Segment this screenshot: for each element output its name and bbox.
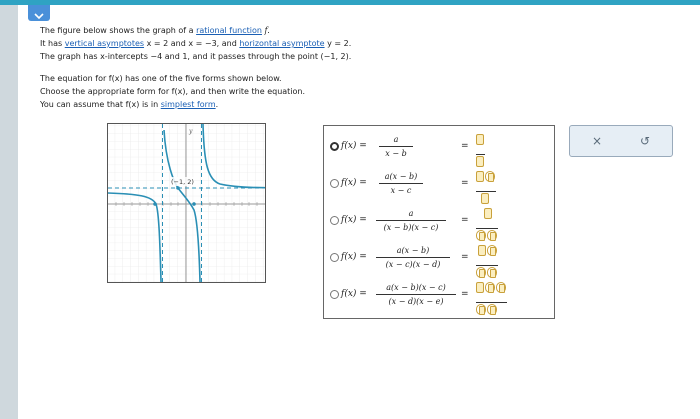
answer-input-3[interactable] [476, 208, 498, 249]
x-intercept-left [153, 202, 157, 206]
instructions-line-1: The equation for f(x) has one of the five forms shown below. [40, 74, 282, 83]
action-button-group [569, 125, 673, 157]
link-horizontal-asymptote[interactable]: horizontal asymptote [239, 39, 325, 48]
equals-sign: = [461, 141, 469, 151]
chevron-down-icon [34, 13, 44, 20]
option-fraction: a(x − b) x − c [379, 171, 423, 196]
y-axis-label: y [189, 128, 193, 135]
graph-svg [108, 124, 265, 282]
answer-input-5[interactable] [476, 282, 507, 323]
option-lhs: f(x) = [341, 252, 367, 262]
option-lhs: f(x) = [341, 141, 367, 151]
intro-line-2: It has vertical asymptotes x = 2 and x = −3, and horizontal asymptote y = 2. [40, 39, 352, 48]
option-fraction: a(x − b)(x − c) (x − d)(x − e) [376, 282, 456, 307]
clear-button[interactable]: × [592, 134, 603, 148]
link-vertical-asymptotes[interactable]: vertical asymptotes [64, 39, 145, 48]
point-minus1-2 [176, 186, 180, 190]
option-row-3[interactable] [330, 208, 552, 238]
function-graph [107, 123, 266, 283]
answer-input-2[interactable] [476, 171, 496, 212]
option-fraction: a x − b [379, 134, 413, 159]
option-row-1[interactable] [330, 134, 552, 164]
option-row-2[interactable] [330, 171, 552, 201]
option-row-4[interactable] [330, 245, 552, 275]
instructions-line-2: Choose the appropriate form for f(x), and then write the equation. [40, 87, 306, 96]
intro-line-1: The figure below shows the graph of a rational function f. [40, 26, 270, 35]
equals-sign: = [461, 289, 469, 299]
option-radio-1[interactable] [330, 142, 339, 151]
option-lhs: f(x) = [341, 215, 367, 225]
equals-sign: = [461, 252, 469, 262]
option-lhs: f(x) = [341, 289, 367, 299]
top-accent-bar [0, 0, 700, 5]
option-row-5[interactable] [330, 282, 552, 312]
answer-form-panel [323, 125, 555, 319]
option-radio-5[interactable] [330, 290, 339, 299]
intro-line-3: The graph has x-intercepts −4 and 1, and it passes through the point (−1, 2). [40, 52, 352, 61]
answer-input-1[interactable] [476, 134, 485, 175]
undo-button[interactable]: ↺ [640, 134, 651, 148]
option-fraction: a(x − b) (x − c)(x − d) [376, 245, 450, 270]
link-simplest-form[interactable]: simplest form [160, 100, 216, 109]
equals-sign: = [461, 215, 469, 225]
option-radio-4[interactable] [330, 253, 339, 262]
instructions-line-3: You can assume that f(x) is in simplest form. [40, 100, 219, 109]
option-radio-3[interactable] [330, 216, 339, 225]
point-label: (−1, 2) [171, 178, 194, 186]
option-fraction: a (x − b)(x − c) [376, 208, 446, 233]
collapse-toggle[interactable] [28, 5, 50, 21]
x-intercept-right [192, 202, 196, 206]
option-radio-2[interactable] [330, 179, 339, 188]
link-rational-function[interactable]: rational function [196, 26, 262, 35]
answer-input-4[interactable] [476, 245, 498, 286]
equals-sign: = [461, 178, 469, 188]
option-lhs: f(x) = [341, 178, 367, 188]
